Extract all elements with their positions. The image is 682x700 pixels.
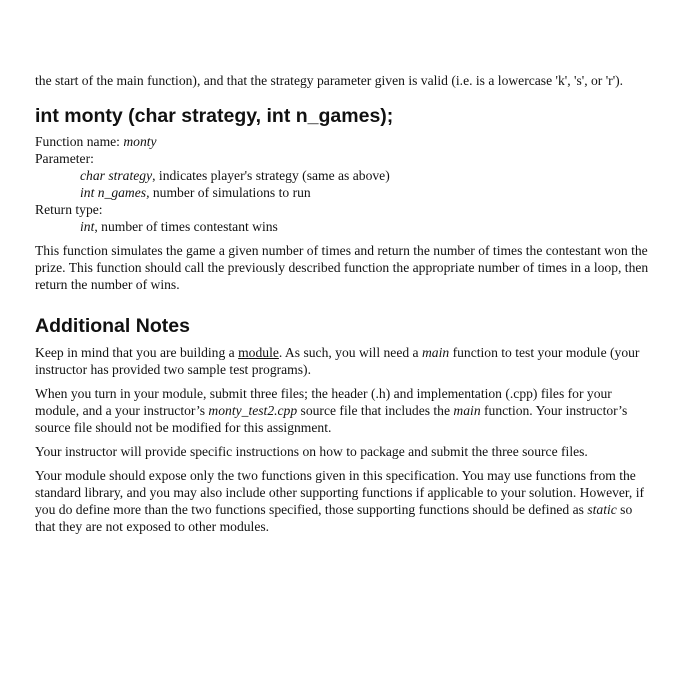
param-n-games-type: int n_games, (80, 185, 150, 200)
notes-p2-file: monty_test2.cpp (208, 403, 298, 418)
notes-paragraph-module (35, 344, 655, 378)
notes-paragraph-package: Your instructor will provide specific instructions on how to package and submit the three source files. (35, 444, 588, 459)
notes-p4-part1: Your module should expose only the two functions given in this specification. You may use functions from the standard library, and you may also include other supporting functions if applicable to your solution. However, if you do define more than the two functions specified, those supporting functions should be defined as (35, 468, 645, 517)
param-n-games-desc: number of simulations to run (149, 185, 311, 200)
notes-p1-part1: Keep in mind that you are building a (35, 345, 239, 360)
intro-paragraph: the start of the main function), and that the strategy parameter given is valid (i.e. is a lowercase 'k', 's', or 'r'). (35, 73, 624, 88)
return-type-value: int (80, 219, 95, 234)
return-type-label: Return type: (35, 202, 103, 217)
monty-function-heading: int monty (char strategy, int n_games); (35, 105, 394, 127)
return-type-desc: , number of times contestant wins (94, 219, 278, 234)
notes-p2-part2: source file that includes the (297, 403, 454, 418)
notes-p4-static: static (587, 502, 617, 517)
param-strategy-type: char strategy (80, 168, 153, 183)
parameter-strategy (35, 167, 655, 184)
notes-p1-part2: . As such, you will need a (278, 345, 422, 360)
document-page (35, 72, 655, 535)
monty-description: This function simulates the game a given number of times and return the number of times the contestant won the prize. This function should call the previously described function the appropriate number of times in a loop, then return the number of wins. (35, 243, 649, 292)
notes-paragraph-expose (35, 467, 655, 535)
param-strategy-desc: , indicates player's strategy (same as above) (152, 168, 390, 183)
notes-p1-main: main (421, 345, 450, 360)
notes-paragraph-submit (35, 385, 655, 436)
notes-p2-part3: function. Your instructor’s source file should not be modified for this assignment. (35, 403, 628, 435)
parameter-n-games (35, 184, 655, 201)
additional-notes-heading: Additional Notes (35, 315, 190, 337)
notes-p2-main: main (453, 403, 481, 418)
return-type-line (35, 218, 655, 235)
notes-p2-part1: When you turn in your module, submit three files; the header (.h) and implementation (.cpp) files for your module, and a your instructor’s (35, 386, 612, 418)
parameter-label: Parameter: (35, 151, 94, 166)
function-name-value: monty (123, 134, 157, 149)
function-name-label: Function name: (35, 134, 124, 149)
notes-p1-part3: function to test your module (your instructor has provided two sample test programs). (35, 345, 640, 377)
function-name-line (35, 133, 655, 150)
module-link[interactable]: module (238, 345, 279, 360)
notes-p4-part2: so that they are not exposed to other modules. (35, 502, 633, 534)
